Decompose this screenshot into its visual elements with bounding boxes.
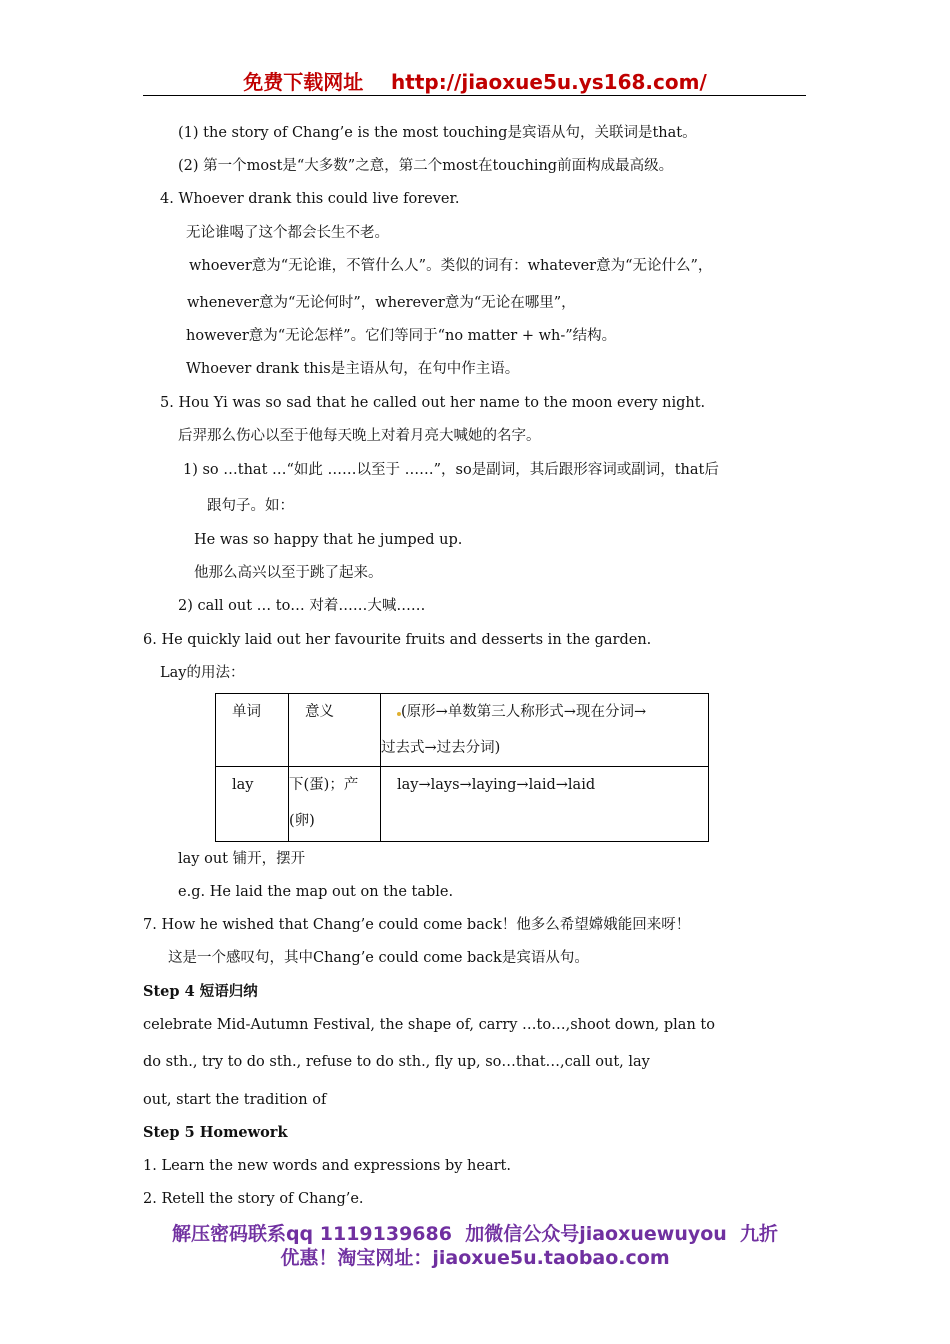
item-5-point-1: 1) so …that …“如此 ……以至于 ……”，so是副词，其后跟形容词或副词，that后	[183, 462, 719, 478]
item-5-point-2: 2) call out … to… 对着……大喊……	[178, 598, 426, 614]
phrases-line-2: do sth., try to do sth., refuse to do sth., fly up, so…that…,call out, lay	[143, 1054, 650, 1070]
step-5-heading: Step 5 Homework	[143, 1124, 288, 1141]
item-5-translation: 后羿那么伤心以至于他每天晚上对着月亮大喊她的名字。	[178, 428, 541, 444]
table-header-forms-line-2: 过去式→过去分词)	[381, 740, 501, 756]
table-header-meaning: 意义	[289, 694, 381, 767]
table-cell-word: lay	[216, 767, 289, 842]
lay-usage-table	[215, 693, 709, 842]
item-4-note-2: whenever意为“无论何时”，wherever意为“无论在哪里”，	[187, 295, 576, 311]
table-header-row	[216, 694, 709, 767]
item-4-note-4: Whoever drank this是主语从句，在句中作主语。	[186, 361, 520, 377]
note-1-2: (2) 第一个most是“大多数”之意，第二个most在touching前面构成最高级。	[178, 158, 674, 174]
table-cell-meaning-line-2: (卵)	[289, 813, 315, 829]
lay-out-meaning: lay out 铺开，摆开	[178, 851, 306, 867]
homework-item-1: 1. Learn the new words and expressions by heart.	[143, 1158, 511, 1174]
download-site-header[interactable]: 免费下载网址 http://jiaoxue5u.ys168.com/	[243, 70, 707, 94]
item-6-sentence: 6. He quickly laid out her favourite fruits and desserts in the garden.	[143, 632, 652, 648]
phrases-line-3: out, start the tradition of	[143, 1092, 327, 1108]
item-4-sentence: 4. Whoever drank this could live forever.	[160, 191, 460, 207]
step-4-heading: Step 4 短语归纳	[143, 983, 258, 1000]
table-cell-meaning-line-1: 下(蛋)；产	[289, 777, 359, 793]
footer-shop-line[interactable]: 优惠！淘宝网址：jiaoxue5u.taobao.com	[280, 1247, 670, 1269]
item-5-sentence: 5. Hou Yi was so sad that he called out her name to the moon every night.	[160, 395, 706, 411]
item-5-example-translation: 他那么高兴以至于跳了起来。	[194, 565, 383, 581]
table-header-forms	[381, 694, 709, 767]
item-5-point-1-cont: 跟句子。如：	[207, 498, 294, 514]
phrases-line-1: celebrate Mid-Autumn Festival, the shape of, carry …to…,shoot down, plan to	[143, 1017, 715, 1033]
table-header-forms-line-1: (原形→单数第三人称形式→现在分词→	[381, 694, 708, 730]
item-7-sentence: 7. How he wished that Chang’e could come back！他多么希望嫦娥能回来呀！	[143, 917, 691, 933]
footer-contact-line: 解压密码联系qq 1119139686 加微信公众号jiaoxuewuyou 九折	[171, 1223, 779, 1245]
item-4-note-1: whoever意为“无论谁，不管什么人”。类似的词有：whatever意为“无论什么”，	[189, 258, 713, 274]
table-cell-meaning	[289, 767, 381, 842]
item-4-translation: 无论谁喝了这个都会长生不老。	[186, 225, 389, 241]
table-row	[216, 767, 709, 842]
table-cell-forms: lay→lays→laying→laid→laid	[381, 767, 709, 842]
item-5-example: He was so happy that he jumped up.	[194, 532, 463, 548]
item-7-note: 这是一个感叹句，其中Chang’e could come back是宾语从句。	[168, 950, 589, 966]
header-rule	[143, 95, 806, 96]
item-4-note-3: however意为“无论怎样”。它们等同于“no matter + wh-”结构。	[186, 328, 617, 344]
homework-item-2: 2. Retell the story of Chang’e.	[143, 1191, 364, 1207]
table-header-word: 单词	[216, 694, 289, 767]
lay-out-example: e.g. He laid the map out on the table.	[178, 884, 454, 900]
lay-usage-heading: Lay的用法：	[160, 665, 245, 681]
note-1-1: (1) the story of Chang’e is the most touching是宾语从句，关联词是that。	[178, 125, 697, 141]
